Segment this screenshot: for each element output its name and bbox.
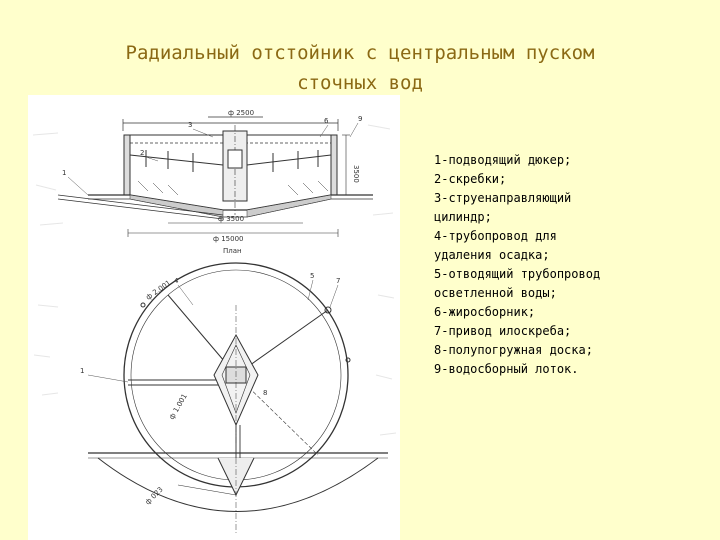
plan-leaders [88,280,338,382]
slide-title [0,38,720,98]
plan-num-8: 8 [263,389,268,397]
plan-num-5: 5 [310,272,315,280]
legend-list [434,151,714,379]
plan-num-1: 1 [80,367,85,375]
scan-background-noise [33,125,396,435]
section-num-3: 3 [188,121,193,129]
legend-item: 5-отводящий трубопровод [434,267,601,281]
legend-item: удаления осадка; [434,248,550,262]
legend-item: 7-привод илоскреба; [434,324,572,338]
legend-item: осветленной воды; [434,286,557,300]
legend-item: 8-полупогружная доска; [434,343,593,357]
section-num-2: 2 [140,149,145,157]
legend-item: 2-скребки; [434,172,507,186]
dim-top-label: ф 2500 [228,109,255,117]
title-line-2: сточных вод [297,72,423,94]
bottom-dim-label: ф 023 [143,485,165,507]
section-num-9: 9 [358,115,363,123]
plan-label: План [223,247,242,255]
section-leaders [68,123,358,195]
legend-item: 1-подводящий дюкер; [434,153,572,167]
section-num-6: 6 [324,117,329,125]
legend-item: 9-водосборный лоток. [434,362,579,376]
section-num-1: 1 [62,169,67,177]
plan-dim-1: ф 2.001 [144,278,173,302]
bottom-view [88,453,388,535]
legend-item: цилиндр; [434,210,492,224]
dim-height-label: 3500 [352,165,360,183]
legend-item: 6-жиросборник; [434,305,536,319]
plan-dim-2: ф 1.001 [167,392,189,421]
title-line-1: Радиальный отстойник с центральным пуском [125,42,595,64]
legend-item: 3-струенаправляющий [434,191,572,205]
dim-outer-label: ф 15000 [213,235,244,243]
plan-num-7: 7 [336,277,341,285]
legend-item: 4-трубопровод для [434,229,557,243]
settler-drawing-svg [28,95,400,540]
dim-mid-label: ф 3500 [218,215,245,223]
plan-num-4: 4 [174,277,179,285]
section-view [58,117,373,237]
technical-drawing [28,95,400,540]
